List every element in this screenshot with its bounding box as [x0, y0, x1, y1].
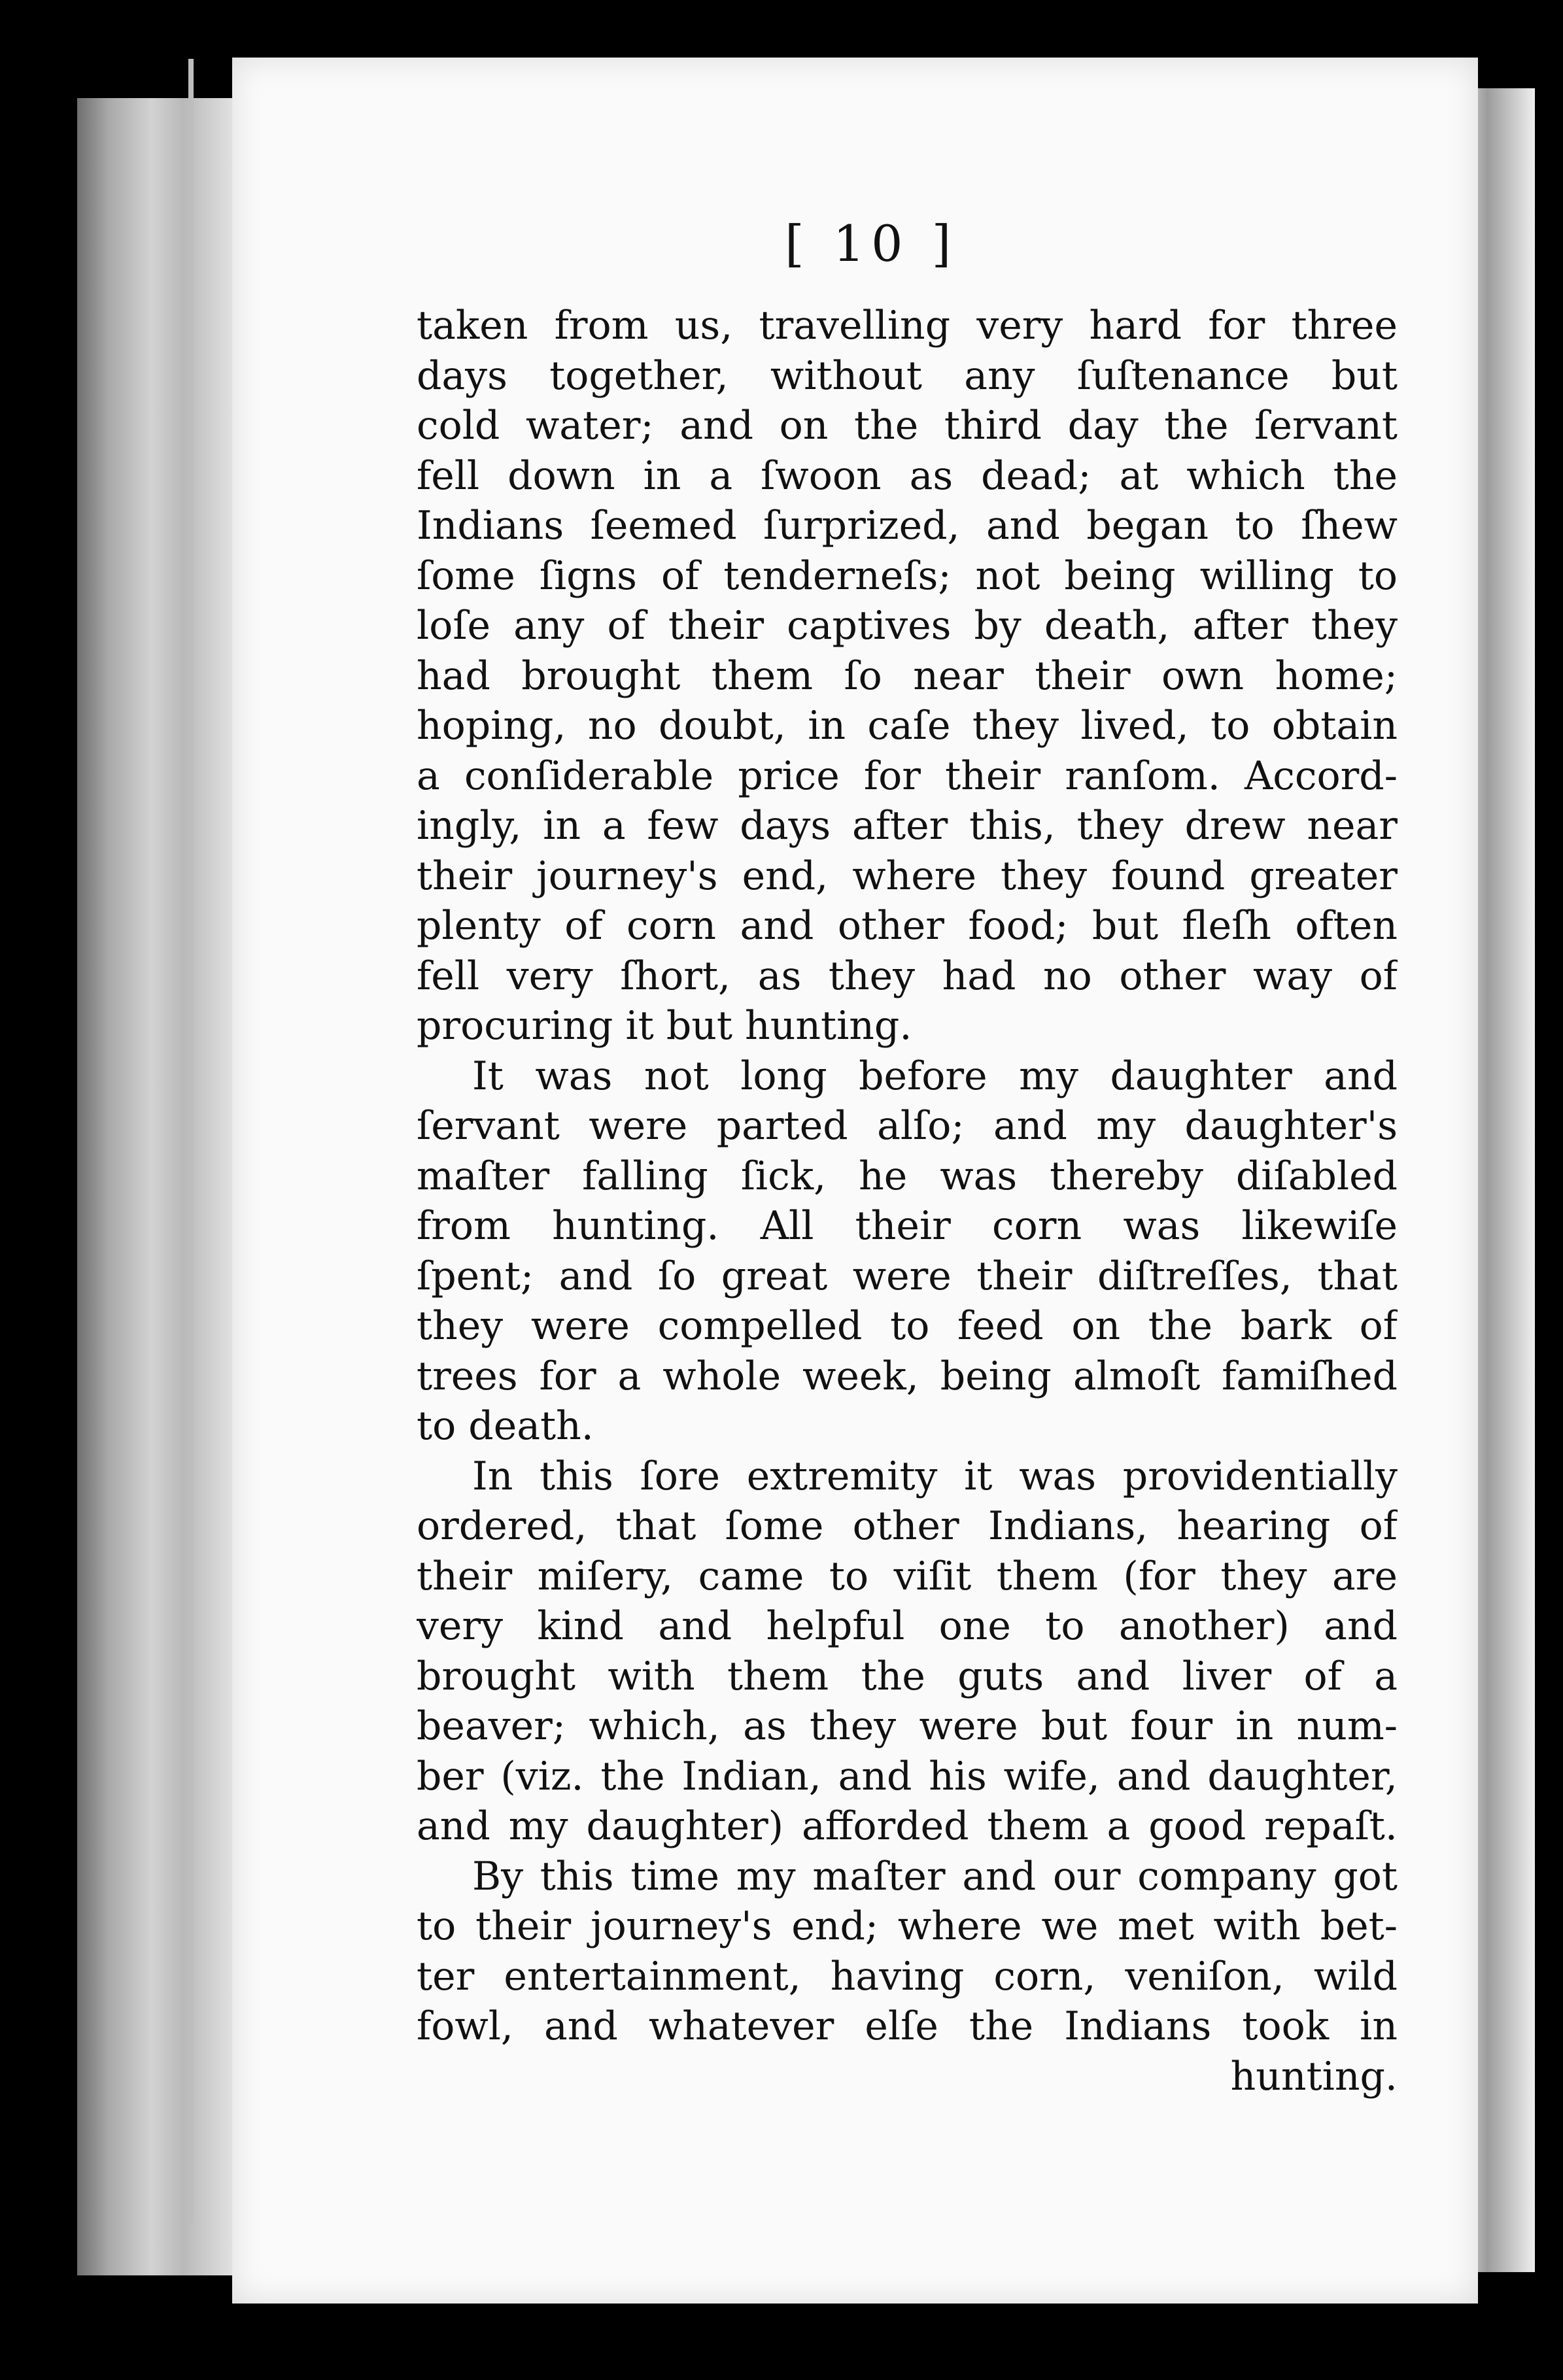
text-line: a conſiderable price for their ranſom. Accord- [417, 753, 1398, 799]
text-line: and my daughter) afforded them a good repaſt. [417, 1803, 1398, 1849]
text-line: cold water; and on the third day the ſervant [417, 403, 1398, 449]
text-line: taken from us, travelling very hard for three [417, 303, 1398, 348]
book-page-edges-left [77, 98, 254, 2275]
body-text [417, 301, 1398, 2101]
text-line: ter entertainment, having corn, veniſon, wild [417, 1953, 1398, 1999]
page-number-header: [ 10 ] [785, 214, 958, 273]
text-line: their journey's end, where they found greater [417, 853, 1398, 899]
text-line: loſe any of their captives by death, after they [417, 603, 1398, 649]
text-line: to their journey's end; where we met with bet- [417, 1903, 1398, 1949]
text-line: their miſery, came to viſit them (for they are [417, 1553, 1398, 1599]
text-line: ſome ſigns of tenderneſs; not being willing to [417, 552, 1398, 599]
text-line: from hunting. All their corn was likewiſe [417, 1203, 1398, 1249]
text-line: In this ſore extremity it was providentially [472, 1453, 1398, 1499]
text-line: procuring it but hunting. [417, 1003, 912, 1049]
text-line: ber (viz. the Indian, and his wife, and daughter, [417, 1753, 1398, 1799]
text-line: ordered, that ſome other Indians, hearing of [417, 1503, 1398, 1549]
text-line: they were compelled to feed on the bark of [417, 1303, 1398, 1349]
text-line: fell very ſhort, as they had no other way of [417, 953, 1398, 999]
text-line: very kind and helpful one to another) and [417, 1603, 1398, 1649]
text-line: to death. [417, 1403, 594, 1449]
text-line: By this time my maſter and our company got [472, 1853, 1398, 1899]
text-line: ingly, in a few days after this, they drew near [417, 803, 1398, 849]
text-line: trees for a whole week, being almoſt famiſhed [417, 1353, 1398, 1399]
text-line: plenty of corn and other food; but fleſh often [417, 903, 1398, 949]
text-line: maſter falling ſick, he was thereby diſabled [417, 1153, 1398, 1199]
text-line: It was not long before my daughter and [472, 1053, 1398, 1099]
text-line: had brought them ſo near their own home; [417, 653, 1398, 699]
text-line: ſpent; and ſo great were their diſtreſſes, that [417, 1253, 1398, 1299]
text-line: fowl, and whatever elſe the Indians took in [417, 2003, 1398, 2049]
text-line: fell down in a ſwoon as dead; at which the [417, 452, 1398, 499]
text-line: beaver; which, as they were but four in num- [417, 1703, 1398, 1749]
text-line: brought with them the guts and liver of a [417, 1653, 1398, 1699]
text-line: days together, without any ſuſtenance but [417, 352, 1398, 399]
text-line: Indians ſeemed ſurprized, and began to ſhew [417, 503, 1398, 549]
text-line: hunting. [1230, 2053, 1398, 2100]
text-line: ſervant were parted alſo; and my daughter's [417, 1103, 1398, 1149]
text-line: hoping, no doubt, in caſe they lived, to obtain [417, 703, 1398, 749]
